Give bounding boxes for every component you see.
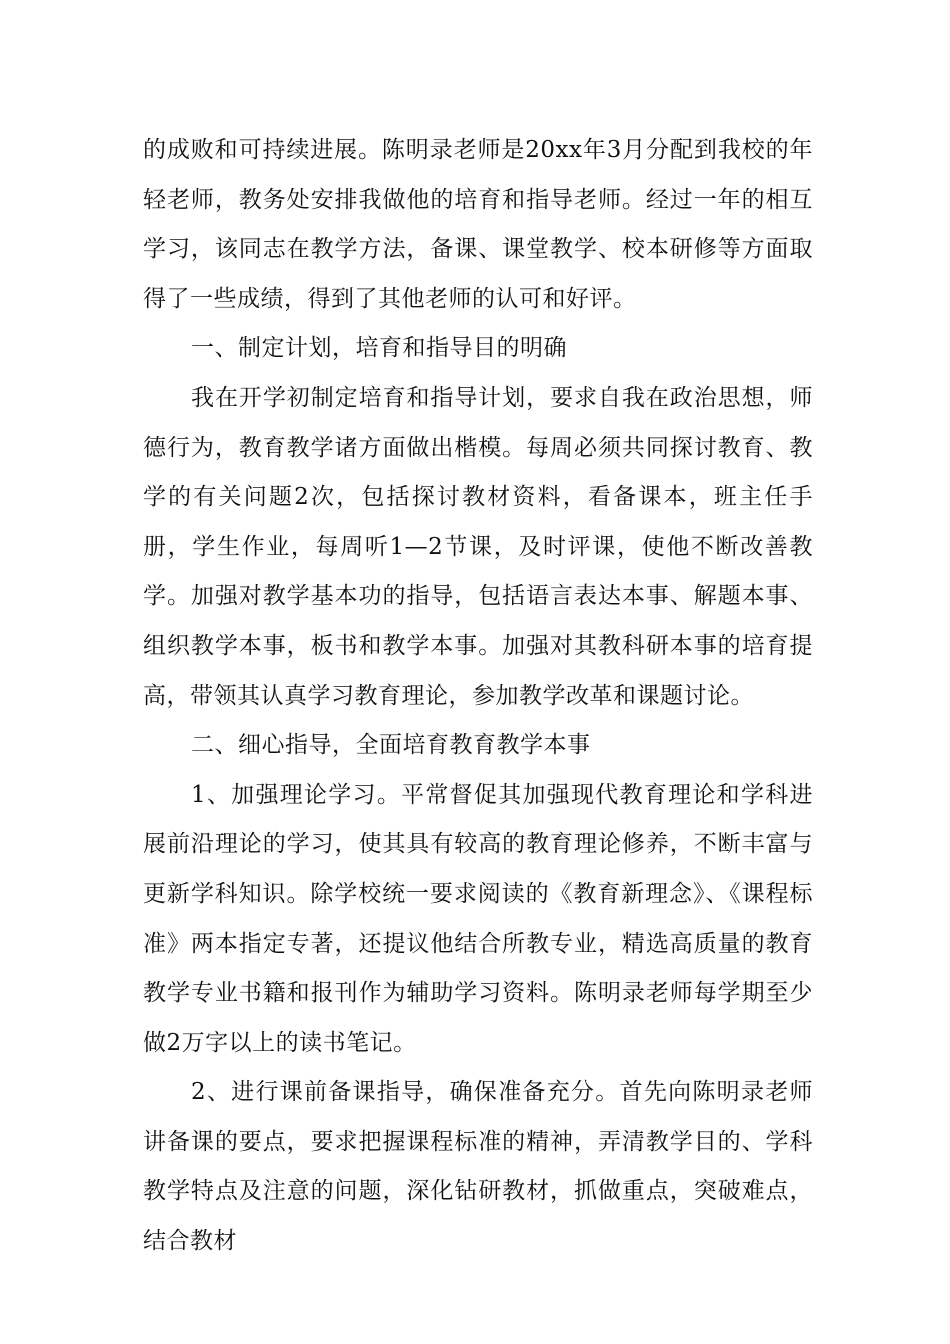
section-heading: 二、细心指导，全面培育教育教学本事 <box>191 732 591 759</box>
document-body <box>143 126 813 1267</box>
body-paragraph: 2、进行课前备课指导，确保准备充分。首先向陈明录老师讲备课的要点，要求把握课程标准的精神，弄清教学目的、学科教学特点及注意的问题，深化钻研教材，抓做重点，突破难点，结合教材 <box>143 1079 813 1255</box>
body-paragraph: 1、加强理论学习。平常督促其加强现代教育理论和学科进展前沿理论的学习，使其具有较高的教育理论修养，不断丰富与更新学科知识。除学校统一要求阅读的《教育新理念》、《课程标准》两本指定专著，还提议他结合所教专业，精选高质量的教育教学专业书籍和报刊作为辅助学习资料。陈明录老师每学期至少做2万字以上的读书笔记。 <box>143 781 813 1056</box>
section-heading: 一、制定计划，培育和指导目的明确 <box>191 335 567 362</box>
body-paragraph: 我在开学初制定培育和指导计划，要求自我在政治思想，师德行为，教育教学诸方面做出楷模。每周必须共同探讨教育、教学的有关问题2次，包括探讨教材资料，看备课本，班主任手册，学生作业，每周听1—2节课，及时评课，使他不断改善教学。加强对教学基本功的指导，包括语言表达本事、解题本事、组织教学本事，板书和教学本事。加强对其教科研本事的培育提高，带领其认真学习教育理论，参加教学改革和课题讨论。 <box>143 384 813 709</box>
body-paragraph: 的成败和可持续进展。陈明录老师是20xx年3月分配到我校的年轻老师，教务处安排我做他的培育和指导老师。经过一年的相互学习，该同志在教学方法，备课、课堂教学、校本研修等方面取得了一些成绩，得到了其他老师的认可和好评。 <box>143 137 813 312</box>
